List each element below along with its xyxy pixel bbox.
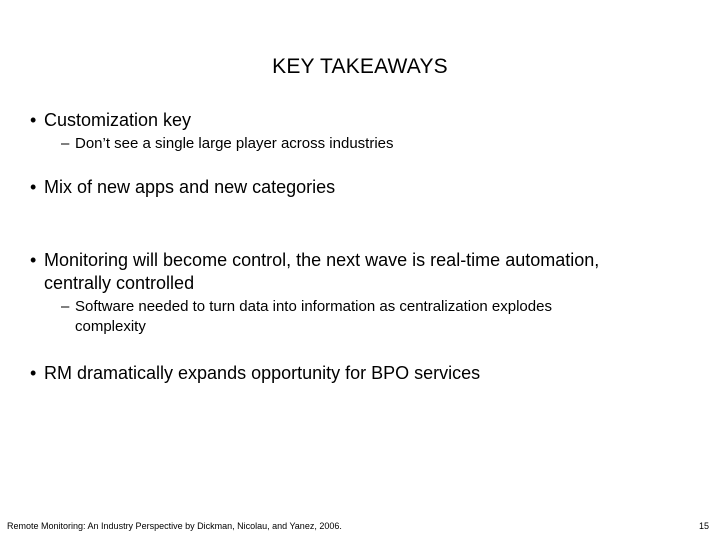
footer-citation: Remote Monitoring: An Industry Perspective by Dickman, Nicolau, and Yanez, 2006. — [7, 521, 342, 531]
bullet-customization — [30, 109, 191, 132]
sub-bullet-text-line2: complexity — [75, 318, 146, 335]
bullet-marker: • — [30, 250, 37, 270]
bullet-mix-apps — [30, 176, 335, 199]
bullet-text-line2: centrally controlled — [44, 273, 195, 293]
bullet-text: Mix of new apps and new categories — [44, 177, 336, 197]
sub-bullet-marker: – — [61, 135, 70, 152]
sub-bullet-text-line1: Software needed to turn data into information as centralization explodes — [75, 298, 552, 315]
bullet-text: Customization key — [44, 110, 192, 130]
slide-title-text: KEY TAKEAWAYS — [272, 55, 448, 78]
bullet-marker: • — [30, 110, 37, 130]
bullet-marker: • — [30, 363, 37, 383]
sub-bullet-single-player — [61, 134, 394, 154]
bullet-marker: • — [30, 177, 37, 197]
bullet-text: RM dramatically expands opportunity for BPO services — [44, 363, 481, 383]
bullet-rm-bpo — [30, 362, 480, 385]
slide-title — [0, 55, 720, 79]
sub-bullet-text: Don’t see a single large player across industries — [75, 135, 394, 152]
bullet-text-line1: Monitoring will become control, the next wave is real-time automation, — [44, 250, 600, 270]
bullet-monitoring-control — [30, 249, 599, 295]
sub-bullet-marker: – — [61, 298, 70, 315]
page-number: 15 — [698, 521, 709, 531]
sub-bullet-software-needed — [61, 297, 552, 337]
